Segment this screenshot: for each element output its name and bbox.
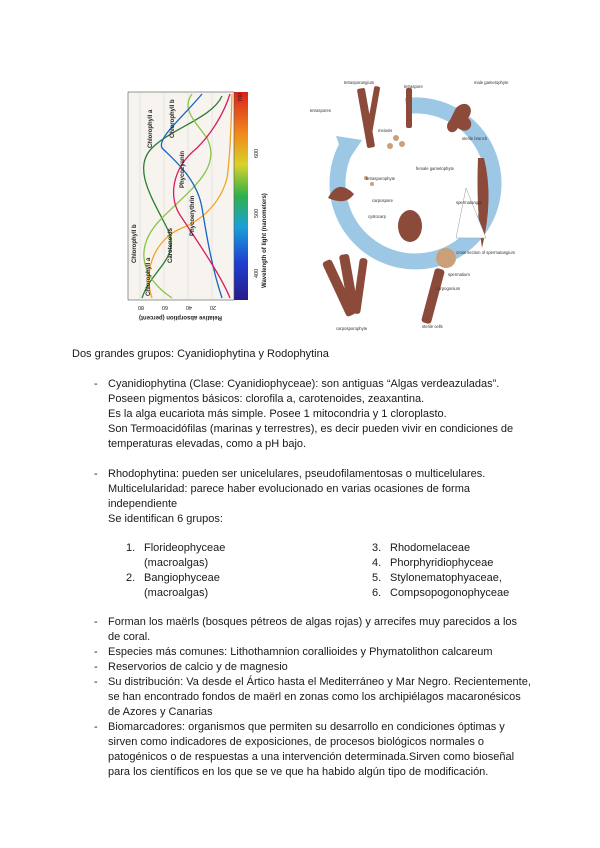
biomarcadores-line-2: sirven como indicadores de exposiciones, de procesos biológicos normales o bbox=[108, 736, 485, 748]
bullet-dash: - bbox=[94, 676, 98, 688]
label-chlorophyll-a-left: Chlorophyll a bbox=[146, 257, 152, 296]
group-6-name: Compsopogonophyceae bbox=[390, 587, 510, 599]
species-line: Especies más comunes: Lithothamnion corallioides y Phymatolithon calcareum bbox=[108, 646, 493, 658]
cyanidio-line-2: Poseen pigmentos básicos: clorofila a, carotenoides, zeaxantina. bbox=[108, 393, 425, 405]
label-phycocyanin: Phycocyanin bbox=[180, 150, 186, 188]
svg-text:20: 20 bbox=[209, 304, 216, 310]
label-chlorophyll-b-right: Chlorophyll b bbox=[170, 99, 176, 138]
svg-text:60: 60 bbox=[161, 304, 168, 310]
plot-frame bbox=[128, 92, 234, 300]
svg-text:500: 500 bbox=[254, 208, 260, 218]
group-4-name: Phorphyridiophyceae bbox=[390, 557, 494, 569]
svg-text:female gametophyte: female gametophyte bbox=[416, 166, 454, 171]
svg-text:Relative absorption (percent): Relative absorption (percent) bbox=[138, 314, 222, 320]
absorption-axis-label bbox=[139, 314, 222, 320]
group-5-num: 5. bbox=[372, 572, 382, 584]
rhodo-line-4: Se identifican 6 grupos: bbox=[108, 513, 223, 525]
absorption-ticks bbox=[138, 304, 216, 310]
rhodo-line-1: Rhodophytina: pueden ser unicelulares, pseudofilamentosas o multicelulares. bbox=[108, 468, 486, 480]
svg-text:40: 40 bbox=[185, 304, 192, 310]
group-4-num: 4. bbox=[372, 557, 382, 569]
group-1-num: 1. bbox=[126, 542, 136, 554]
cyanidio-line-4: Son Termoacidófilas (marinas y terrestres), es decir pueden vivir en condiciones de bbox=[108, 423, 514, 435]
bullet-dash: - bbox=[94, 616, 98, 628]
cyanidio-line-5: temperaturas elevadas, como a pH bajo. bbox=[108, 438, 307, 450]
svg-text:Wavelength of light (nanometer: Wavelength of light (nanometers) bbox=[262, 193, 268, 288]
group-1-name: Florideophyceae bbox=[144, 542, 226, 554]
svg-text:tetrasporophyte: tetrasporophyte bbox=[366, 176, 396, 181]
svg-text:tetrasporangium: tetrasporangium bbox=[344, 80, 375, 85]
svg-text:sterile branch: sterile branch bbox=[462, 136, 488, 141]
maerls-line-1: Forman los maërls (bosques pétreos de algas rojas) y arrecifes muy parecidos a los bbox=[108, 616, 518, 628]
cyanidio-line-3: Es la alga eucariota más simple. Posee 1 mitocondria y 1 cloroplasto. bbox=[108, 408, 447, 420]
group-3-num: 3. bbox=[372, 542, 382, 554]
svg-text:cross section of spermatangium: cross section of spermatangium bbox=[456, 250, 516, 255]
group-2-sub: (macroalgas) bbox=[144, 587, 209, 599]
reservorios-line: Reservorios de calcio y de magnesio bbox=[108, 661, 288, 673]
label-chlorophyll-b-left: Chlorophyll b bbox=[132, 224, 138, 263]
rhodo-line-3: independiente bbox=[108, 498, 178, 510]
maerls-line-2: de coral. bbox=[108, 631, 151, 643]
svg-text:tetraspore: tetraspore bbox=[404, 84, 423, 89]
bullet-dash: - bbox=[94, 378, 98, 390]
svg-text:carposporophyte: carposporophyte bbox=[336, 326, 368, 331]
rhodo-line-2: Multicelularidad: parece haber evolucionado en varias ocasiones de forma bbox=[108, 483, 470, 495]
distribucion-line-2: se han encontrado fondos de maërl en zonas como los archipiélagos macaronésicos bbox=[108, 691, 521, 703]
svg-text:spermatium: spermatium bbox=[448, 272, 470, 277]
label-chlorophyll-a-right: Chlorophyll a bbox=[148, 109, 154, 148]
svg-text:carpogonium: carpogonium bbox=[436, 286, 461, 291]
biomarcadores-line-4: para los científicos en los que se ve que ha habido algún tipo de modificación. bbox=[108, 766, 489, 778]
svg-text:600: 600 bbox=[254, 148, 260, 158]
cyanidio-line-1: Cyanidiophytina (Clase: Cyanidiophyceae): son antiguas “Algas verdeazuladas”. bbox=[108, 378, 500, 390]
biomarcadores-line-1: Biomarcadores: organismos que permiten su desarrollo en condiciones óptimas y bbox=[108, 721, 505, 733]
biomarcadores-line-3: patogénicos o de respuestas a una intervención determinada.Sirven como bioseñal bbox=[108, 751, 515, 763]
label-carotenoids: Carotenoids bbox=[168, 227, 174, 263]
svg-text:meiosis: meiosis bbox=[378, 128, 393, 133]
group-2-name: Bangiophyceae bbox=[144, 572, 220, 584]
distribucion-line-1: Su distribución: Va desde el Ártico hasta el Mediterráneo y Mar Negro. Recientemente, bbox=[108, 676, 531, 688]
svg-text:male gametophyte: male gametophyte bbox=[474, 80, 509, 85]
group-3-name: Rhodomelaceae bbox=[390, 542, 471, 554]
svg-text:sterile cells: sterile cells bbox=[422, 324, 443, 329]
svg-text:carpospore: carpospore bbox=[372, 198, 393, 203]
group-2-num: 2. bbox=[126, 572, 136, 584]
svg-text:700: 700 bbox=[238, 92, 244, 102]
bullet-dash: - bbox=[94, 468, 98, 480]
svg-text:400: 400 bbox=[254, 268, 260, 278]
bullet-dash: - bbox=[94, 661, 98, 673]
distribucion-line-3: de Azores y Canarias bbox=[108, 706, 213, 718]
svg-text:80: 80 bbox=[137, 304, 144, 310]
svg-text:tetraspores: tetraspores bbox=[310, 108, 331, 113]
absorption-spectrum-figure bbox=[112, 88, 270, 328]
group-6-num: 6. bbox=[372, 587, 382, 599]
bullet-dash: - bbox=[94, 646, 98, 658]
svg-text:cystocarp: cystocarp bbox=[368, 214, 386, 219]
group-1-sub: (macroalgas) bbox=[144, 557, 209, 569]
svg-text:spermatangia: spermatangia bbox=[456, 200, 482, 205]
bullet-dash: - bbox=[94, 721, 98, 733]
red-algae-life-cycle-figure bbox=[306, 78, 516, 334]
label-phycoerythrin: Phycoerythrin bbox=[190, 195, 196, 236]
section-heading: Dos grandes grupos: Cyanidiophytina y Rodophytina bbox=[72, 348, 329, 360]
group-5-name: Stylonematophyaceae, bbox=[390, 572, 502, 584]
wavelength-color-band bbox=[234, 92, 248, 300]
